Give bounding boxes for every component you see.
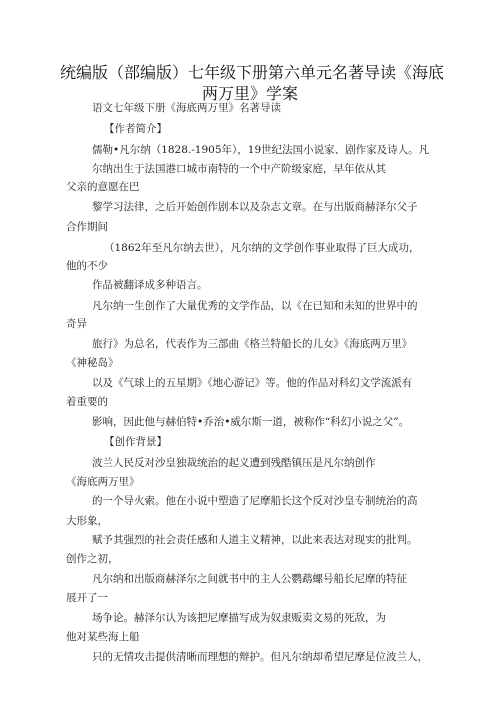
section-heading-background: 【创作背景】 [104,436,167,448]
section-heading-author: 【作者简介】 [104,123,167,135]
body-line: 尔纳出生于法国港口城市南特的一个中产阶级家庭，早年依从其 [92,163,386,175]
body-line: 父亲的意愿在巴 [66,181,140,193]
body-line: 他对某些海上船 [66,631,140,643]
body-line: 他的不少 [66,260,108,272]
body-line: 凡尔纳和出版商赫泽尔之间就书中的主人公鹦鹉螺号船长尼摩的特征 [92,573,407,585]
body-line: 凡尔纳一生创作了大量优秀的文学作品，以《在已知和未知的世界中的 [92,300,418,312]
body-line: 合作期间 [66,221,108,233]
document-title-line-1: 统编版（部编版）七年级下册第六单元名著导读《海底 [60,63,445,82]
body-line: 儒勒•凡尔纳（1828.-1905年），19世纪法国小说家、剧作家及诗人。凡 [92,144,430,156]
body-line: 着重要的 [66,396,108,408]
body-line: 影响，因此他与赫伯特•乔治•威尔斯一道，被称作“科幻小说之父”。 [92,416,410,428]
body-line: 奇异 [66,318,87,330]
body-line: 的一个导火索。他在小说中塑造了尼摩船长这个反对沙皇专制统治的高 [92,495,418,507]
body-line: 展开了一 [66,592,108,604]
body-line: 波兰人民反对沙皇独裁统治的起义遭到残酷镇压是凡尔纳创作 [92,457,376,469]
body-line: 旅行》为总名，代表作为三部曲《格兰特船长的儿女》《海底两万里》 [92,338,413,350]
body-line: 黎学习法律，之后开始创作剧本以及杂志文章。在与出版商赫泽尔父子 [92,201,418,213]
body-line: 《神秘岛》 [66,357,119,369]
body-line: 只的无情攻击提供清晰而理想的辩护。但凡尔纳却希望尼摩是位波兰人， [92,651,428,663]
body-line: （1862年至凡尔纳去世），凡尔纳的文学创作事业取得了巨大成功， [104,242,420,254]
body-line: 创作之初， [66,553,119,565]
body-line: 场争论。赫泽尔认为该把尼摩描写成为奴隶贩卖文易的死敌，为 [92,612,386,624]
subtitle-line: 语文七年级下册《海底两万里》名著导读 [92,102,281,114]
body-line: 赋予其强烈的社会责任感和人道主义精神，以此来表达对现实的批判。 [92,534,418,546]
body-line: 以及《气球上的五星期》《地心游记》等。他的作品对科幻文学流派有 [92,377,413,389]
document-title-line-2: 两万里》学案 [201,84,298,103]
body-line: 《海底两万里》 [66,476,140,488]
body-line: 作品被翻译成多种语言。 [92,279,208,291]
body-line: 大形象， [66,515,108,527]
